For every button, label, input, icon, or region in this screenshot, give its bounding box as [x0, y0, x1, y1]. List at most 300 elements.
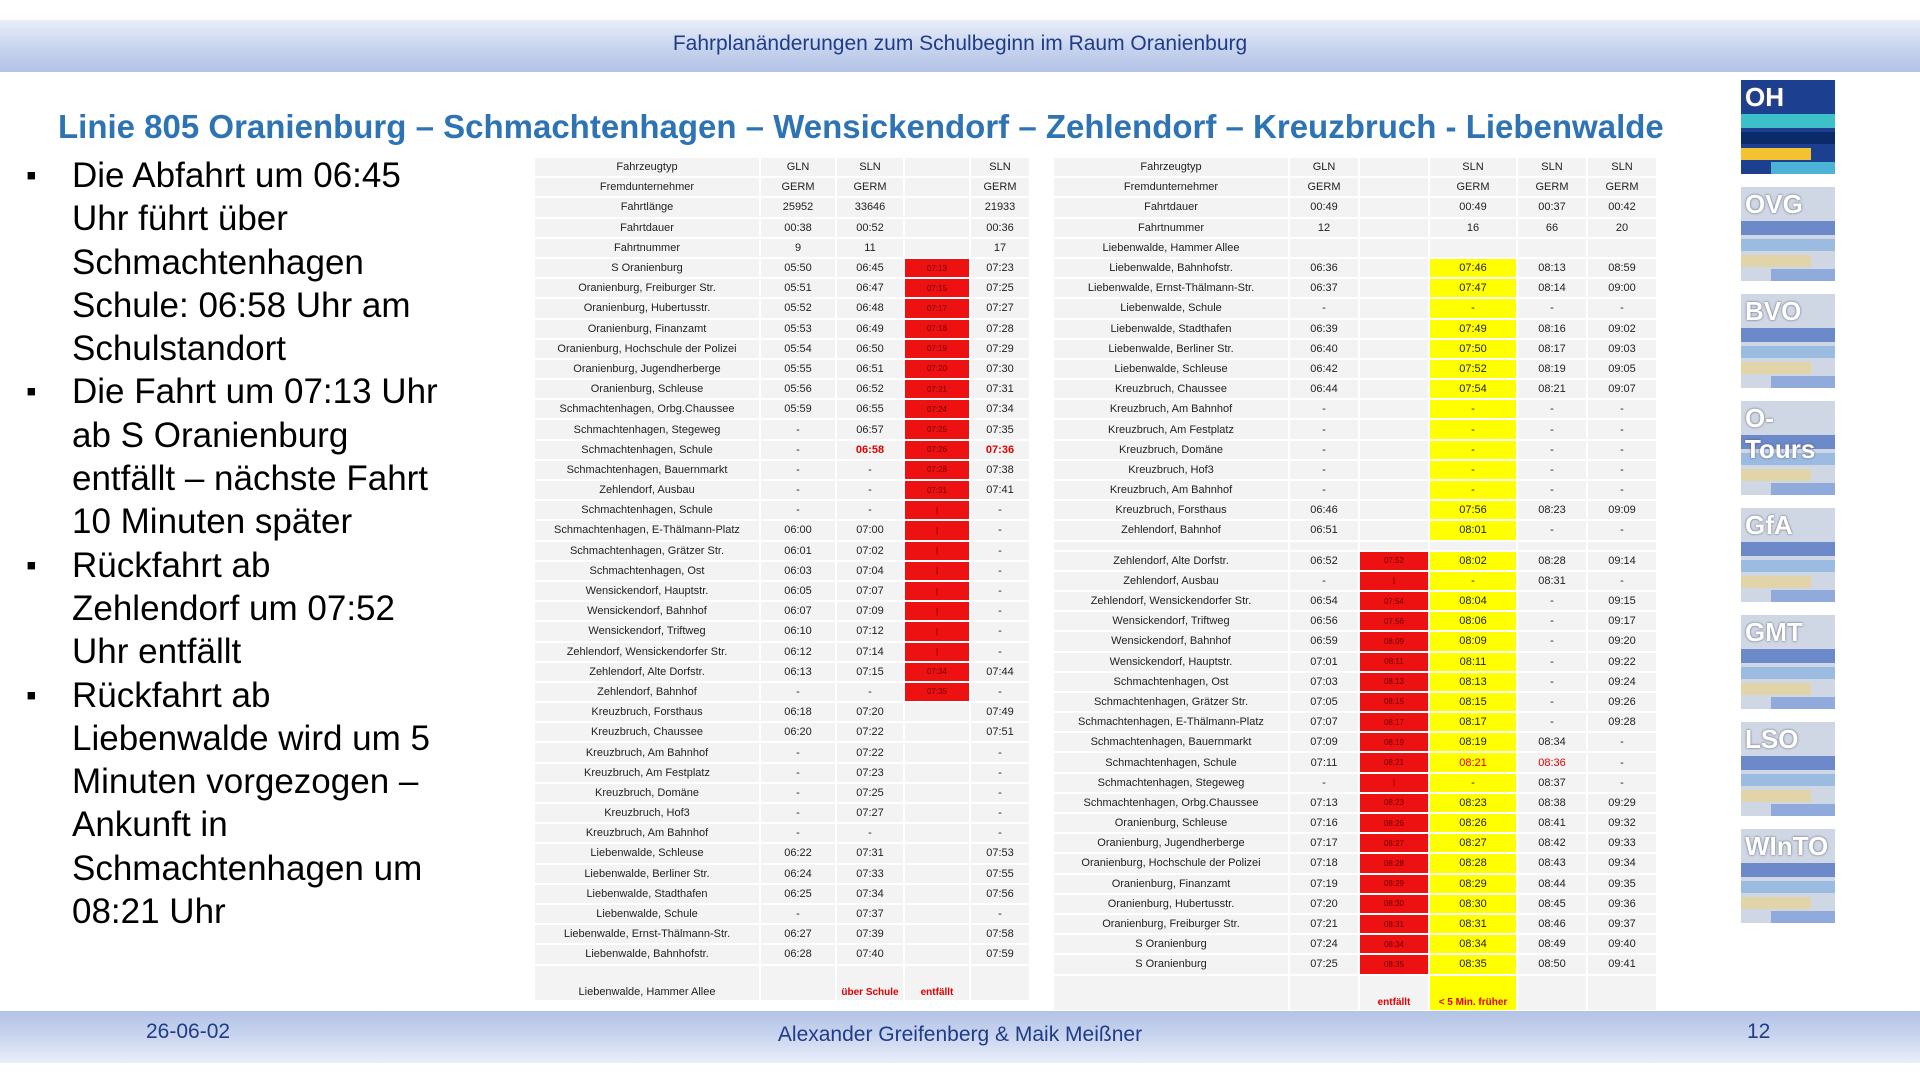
time-cell: 07:54: [1429, 379, 1517, 399]
logo-label: OH: [1745, 82, 1784, 112]
time-cell: [1359, 399, 1429, 419]
time-cell: 06:52: [1289, 551, 1359, 571]
time-cell: 07:02: [836, 541, 904, 561]
table-row: [1053, 460, 1657, 480]
time-cell: -: [1587, 440, 1657, 460]
time-cell: -: [760, 419, 836, 439]
time-cell: GLN: [760, 157, 836, 177]
stop-name-cell: Schmachtenhagen, Stegeweg: [534, 419, 760, 439]
logo-label: LSO: [1745, 724, 1799, 754]
stop-name-cell: S Oranienburg: [534, 258, 760, 278]
time-cell: 08:04: [1429, 591, 1517, 611]
time-cell: 06:39: [1289, 319, 1359, 339]
stop-name-cell: Liebenwalde, Schleuse: [534, 843, 760, 863]
table-row: [534, 904, 1030, 924]
time-cell: 09:02: [1587, 319, 1657, 339]
time-cell: SLN: [836, 157, 904, 177]
time-cell: 08:13: [1517, 258, 1587, 278]
spacer-cell: [1359, 541, 1429, 551]
time-cell: 00:52: [836, 218, 904, 238]
time-cell: |: [904, 621, 970, 641]
time-cell: 07:25: [1289, 954, 1359, 974]
time-cell: 07:26: [904, 440, 970, 460]
time-cell: 07:37: [836, 904, 904, 924]
logo-stripe: [1741, 756, 1835, 770]
time-cell: -: [836, 500, 904, 520]
time-cell: -: [760, 682, 836, 702]
table-row: [534, 944, 1030, 964]
time-cell: -: [970, 561, 1030, 581]
table-row: [534, 258, 1030, 278]
time-cell: 07:13: [904, 258, 970, 278]
table-row: [1053, 752, 1657, 772]
time-cell: 07:53: [970, 843, 1030, 863]
time-cell: 08:11: [1359, 652, 1429, 672]
time-cell: SLN: [970, 157, 1030, 177]
time-cell: GERM: [1429, 177, 1517, 197]
time-cell: 06:46: [1289, 500, 1359, 520]
table-row: [534, 541, 1030, 561]
footer-date: 26-06-02: [146, 1020, 231, 1043]
time-cell: [1359, 379, 1429, 399]
stop-name-cell: Fahrzeugtyp: [1053, 157, 1289, 177]
time-cell: -: [1429, 571, 1517, 591]
stop-name-cell: Oranienburg, Freiburger Str.: [534, 278, 760, 298]
stop-name-cell: Kreuzbruch, Hof3: [534, 803, 760, 823]
time-cell: -: [970, 642, 1030, 662]
time-cell: -: [1587, 480, 1657, 500]
time-cell: 06:58: [836, 440, 904, 460]
stop-name-cell: Schmachtenhagen, Orbg.Chaussee: [1053, 793, 1289, 813]
time-cell: 06:56: [1289, 611, 1359, 631]
time-cell: GERM: [836, 177, 904, 197]
stop-name-cell: Kreuzbruch, Am Bahnhof: [534, 742, 760, 762]
stop-name-cell: Liebenwalde, Hammer Allee: [534, 965, 760, 1001]
time-cell: -: [970, 541, 1030, 561]
table-row: [1053, 419, 1657, 439]
time-cell: 09:14: [1587, 551, 1657, 571]
time-cell: [1359, 238, 1429, 258]
stop-name-cell: Oranienburg, Schleuse: [1053, 813, 1289, 833]
time-cell: 08:29: [1359, 874, 1429, 894]
time-cell: 05:51: [760, 278, 836, 298]
logo-stripe: [1741, 362, 1811, 374]
time-cell: 06:00: [760, 520, 836, 540]
time-cell: -: [1587, 298, 1657, 318]
time-cell: 08:46: [1517, 914, 1587, 934]
time-cell: 08:28: [1517, 551, 1587, 571]
time-cell: [904, 823, 970, 843]
table-row: [1053, 773, 1657, 793]
time-cell: 08:14: [1517, 278, 1587, 298]
time-cell: -: [1517, 611, 1587, 631]
time-cell: 07:22: [836, 722, 904, 742]
time-cell: 07:38: [970, 460, 1030, 480]
table-row: [534, 500, 1030, 520]
time-cell: entfällt: [904, 965, 970, 1001]
time-cell: 08:01: [1429, 520, 1517, 540]
lso-logo: [1741, 722, 1835, 816]
time-cell: 07:55: [970, 864, 1030, 884]
time-cell: 08:30: [1359, 894, 1429, 914]
time-cell: -: [970, 601, 1030, 621]
time-cell: 07:51: [970, 722, 1030, 742]
table-row: [534, 399, 1030, 419]
time-cell: -: [1517, 712, 1587, 732]
time-cell: -: [1429, 399, 1517, 419]
time-cell: 06:28: [760, 944, 836, 964]
time-cell: [904, 944, 970, 964]
time-cell: 07:28: [970, 319, 1030, 339]
time-cell: 07:17: [904, 298, 970, 318]
time-cell: [1587, 975, 1657, 1011]
time-cell: [904, 783, 970, 803]
stop-name-cell: Fahrtnummer: [1053, 218, 1289, 238]
time-cell: -: [1587, 732, 1657, 752]
time-cell: -: [1587, 773, 1657, 793]
table-row: [1053, 631, 1657, 651]
table-row: [534, 197, 1030, 217]
time-cell: 08:37: [1517, 773, 1587, 793]
logo-stripe: [1741, 667, 1835, 679]
table-row: [1053, 692, 1657, 712]
time-cell: 08:36: [1517, 752, 1587, 772]
table-row: [534, 480, 1030, 500]
stop-name-cell: Kreuzbruch, Forsthaus: [1053, 500, 1289, 520]
time-cell: 08:06: [1429, 611, 1517, 631]
time-cell: 07:56: [1429, 500, 1517, 520]
time-cell: [1289, 975, 1359, 1011]
table-row: [1053, 874, 1657, 894]
spacer-cell: [1429, 541, 1517, 551]
table-row: [1053, 833, 1657, 853]
table-row: [1053, 339, 1657, 359]
table-row: [1053, 934, 1657, 954]
time-cell: -: [1587, 460, 1657, 480]
time-cell: -: [970, 621, 1030, 641]
time-cell: 08:11: [1429, 652, 1517, 672]
stop-name-cell: Wensickendorf, Bahnhof: [534, 601, 760, 621]
time-cell: 06:54: [1289, 591, 1359, 611]
time-cell: 08:41: [1517, 813, 1587, 833]
time-cell: [1359, 157, 1429, 177]
time-cell: 08:45: [1517, 894, 1587, 914]
time-cell: 07:40: [836, 944, 904, 964]
time-cell: -: [970, 520, 1030, 540]
time-cell: 08:28: [1359, 853, 1429, 873]
time-cell: 09:22: [1587, 652, 1657, 672]
stop-name-cell: Liebenwalde, Schule: [534, 904, 760, 924]
time-cell: 07:54: [1359, 591, 1429, 611]
time-cell: 07:50: [1429, 339, 1517, 359]
time-cell: [1359, 419, 1429, 439]
stop-name-cell: Kreuzbruch, Chaussee: [534, 722, 760, 742]
time-cell: 07:00: [836, 520, 904, 540]
time-cell: 05:59: [760, 399, 836, 419]
table-row: [534, 319, 1030, 339]
time-cell: 07:15: [904, 278, 970, 298]
time-cell: 07:52: [1429, 359, 1517, 379]
time-cell: 07:25: [836, 783, 904, 803]
time-cell: [904, 843, 970, 863]
stop-name-cell: Wensickendorf, Hauptstr.: [1053, 652, 1289, 672]
time-cell: -: [1517, 440, 1587, 460]
time-cell: 07:49: [1429, 319, 1517, 339]
time-cell: 07:27: [836, 803, 904, 823]
stop-name-cell: Wensickendorf, Triftweg: [1053, 611, 1289, 631]
time-cell: -: [970, 803, 1030, 823]
time-cell: [904, 238, 970, 258]
time-cell: 08:13: [1429, 672, 1517, 692]
stop-name-cell: Kreuzbruch, Domäne: [1053, 440, 1289, 460]
time-cell: 06:40: [1289, 339, 1359, 359]
time-cell: 08:16: [1517, 319, 1587, 339]
stop-name-cell: Liebenwalde, Bahnhofstr.: [1053, 258, 1289, 278]
logo-stripe: [1771, 376, 1835, 388]
time-cell: 07:59: [970, 944, 1030, 964]
time-cell: 07:13: [1289, 793, 1359, 813]
table-row: [534, 763, 1030, 783]
time-cell: 07:19: [904, 339, 970, 359]
time-cell: 07:15: [836, 662, 904, 682]
time-cell: 06:25: [760, 884, 836, 904]
logo-label: GMT: [1745, 617, 1803, 647]
time-cell: 08:09: [1359, 631, 1429, 651]
table-row: [534, 642, 1030, 662]
time-cell: [1359, 278, 1429, 298]
time-cell: |: [1359, 773, 1429, 793]
table-row: [1053, 258, 1657, 278]
time-cell: -: [1289, 571, 1359, 591]
time-cell: [904, 884, 970, 904]
stop-name-cell: Oranienburg, Hochschule der Polizei: [1053, 853, 1289, 873]
time-cell: über Schule: [836, 965, 904, 1001]
time-cell: 08:02: [1429, 551, 1517, 571]
slide-title: Linie 805 Oranienburg – Schmachtenhagen – Wensickendorf – Zehlendorf – Kreuzbruch - Liebenwalde: [58, 108, 1664, 145]
time-cell: 06:27: [760, 924, 836, 944]
stop-name-cell: Schmachtenhagen, Schule: [534, 500, 760, 520]
time-cell: 07:27: [970, 298, 1030, 318]
time-cell: GERM: [1517, 177, 1587, 197]
time-cell: 06:10: [760, 621, 836, 641]
time-cell: 09:29: [1587, 793, 1657, 813]
stop-name-cell: Zehlendorf, Bahnhof: [1053, 520, 1289, 540]
table-row: [1053, 611, 1657, 631]
time-cell: -: [836, 480, 904, 500]
time-cell: 08:34: [1517, 732, 1587, 752]
time-cell: 07:25: [970, 278, 1030, 298]
time-cell: 06:42: [1289, 359, 1359, 379]
time-cell: 07:34: [836, 884, 904, 904]
logo-label: BVO: [1745, 296, 1802, 326]
logo-stripe: [1741, 863, 1835, 877]
table-row: [534, 601, 1030, 621]
table-row: [1053, 853, 1657, 873]
table-row: [1053, 591, 1657, 611]
time-cell: 08:21: [1429, 752, 1517, 772]
time-cell: 08:31: [1429, 914, 1517, 934]
time-cell: [1359, 520, 1429, 540]
time-cell: 08:19: [1359, 732, 1429, 752]
time-cell: |: [904, 601, 970, 621]
time-cell: 06:13: [760, 662, 836, 682]
time-cell: [1359, 218, 1429, 238]
time-cell: 09:33: [1587, 833, 1657, 853]
time-cell: -: [970, 763, 1030, 783]
table-row: [534, 218, 1030, 238]
time-cell: 07:56: [1359, 611, 1429, 631]
time-cell: 07:23: [836, 763, 904, 783]
time-cell: [904, 177, 970, 197]
time-cell: -: [1517, 591, 1587, 611]
table-row: [534, 359, 1030, 379]
time-cell: 07:31: [836, 843, 904, 863]
stop-name-cell: Fahrtdauer: [1053, 197, 1289, 217]
table-row: [1053, 480, 1657, 500]
time-cell: 06:51: [1289, 520, 1359, 540]
table-row: [1053, 793, 1657, 813]
time-cell: 09:35: [1587, 874, 1657, 894]
table-row: [534, 682, 1030, 702]
time-cell: 07:49: [970, 702, 1030, 722]
table-row: [1053, 975, 1657, 1011]
stop-name-cell: Oranienburg, Schleuse: [534, 379, 760, 399]
time-cell: 66: [1517, 218, 1587, 238]
time-cell: 09:15: [1587, 591, 1657, 611]
time-cell: -: [1517, 652, 1587, 672]
logo-stripe: [1741, 649, 1835, 663]
time-cell: SLN: [1517, 157, 1587, 177]
table-row: [1053, 571, 1657, 591]
time-cell: [1359, 359, 1429, 379]
time-cell: 09:00: [1587, 278, 1657, 298]
time-cell: 08:34: [1359, 934, 1429, 954]
stop-name-cell: Schmachtenhagen, E-Thälmann-Platz: [1053, 712, 1289, 732]
time-cell: GLN: [1289, 157, 1359, 177]
bullet-list: [24, 154, 444, 933]
timetable-return: [1052, 156, 1658, 1012]
time-cell: -: [760, 480, 836, 500]
time-cell: 06:22: [760, 843, 836, 863]
time-cell: 07:34: [970, 399, 1030, 419]
gmt-logo: [1741, 615, 1835, 709]
time-cell: 07:09: [1289, 732, 1359, 752]
stop-name-cell: Schmachtenhagen, Orbg.Chaussee: [534, 399, 760, 419]
table-row: [534, 823, 1030, 843]
time-cell: 00:37: [1517, 197, 1587, 217]
time-cell: 07:35: [904, 682, 970, 702]
time-cell: 06:37: [1289, 278, 1359, 298]
stop-name-cell: Schmachtenhagen, Bauernmarkt: [1053, 732, 1289, 752]
time-cell: 08:23: [1517, 500, 1587, 520]
table-row: [534, 702, 1030, 722]
time-cell: 06:49: [836, 319, 904, 339]
time-cell: 08:38: [1517, 793, 1587, 813]
stop-name-cell: Liebenwalde, Berliner Str.: [534, 864, 760, 884]
logo-stripe: [1741, 255, 1811, 267]
time-cell: 07:35: [970, 419, 1030, 439]
logo-stripe: [1741, 114, 1835, 128]
time-cell: SLN: [1429, 157, 1517, 177]
stop-name-cell: Kreuzbruch, Am Bahnhof: [1053, 399, 1289, 419]
stop-name-cell: Oranienburg, Finanzamt: [534, 319, 760, 339]
time-cell: 09:37: [1587, 914, 1657, 934]
table-row: [1053, 954, 1657, 974]
time-cell: |: [904, 561, 970, 581]
time-cell: -: [760, 823, 836, 843]
time-cell: [1359, 197, 1429, 217]
time-cell: -: [1429, 480, 1517, 500]
logo-stripe: [1771, 697, 1835, 709]
stop-name-cell: Kreuzbruch, Hof3: [1053, 460, 1289, 480]
time-cell: |: [904, 520, 970, 540]
time-cell: 00:42: [1587, 197, 1657, 217]
time-cell: 05:56: [760, 379, 836, 399]
time-cell: 09:24: [1587, 672, 1657, 692]
time-cell: 08:17: [1359, 712, 1429, 732]
time-cell: 05:50: [760, 258, 836, 278]
time-cell: 33646: [836, 197, 904, 217]
time-cell: 09:03: [1587, 339, 1657, 359]
page-number: 12: [1747, 1020, 1771, 1043]
table-row: [1053, 914, 1657, 934]
time-cell: 07:29: [970, 339, 1030, 359]
table-row: [1053, 894, 1657, 914]
stop-name-cell: Liebenwalde, Stadthafen: [1053, 319, 1289, 339]
time-cell: 06:44: [1289, 379, 1359, 399]
time-cell: [1359, 480, 1429, 500]
time-cell: 07:16: [1289, 813, 1359, 833]
logo-stripe: [1771, 590, 1835, 602]
time-cell: 08:30: [1429, 894, 1517, 914]
time-cell: 07:20: [1289, 894, 1359, 914]
time-cell: entfällt: [1359, 975, 1429, 1011]
time-cell: [1359, 177, 1429, 197]
time-cell: 08:59: [1587, 258, 1657, 278]
table-row: [1053, 238, 1657, 258]
time-cell: 06:36: [1289, 258, 1359, 278]
logo-stripe: [1741, 560, 1835, 572]
time-cell: 06:47: [836, 278, 904, 298]
stop-name-cell: Liebenwalde, Hammer Allee: [1053, 238, 1289, 258]
table-row: [534, 924, 1030, 944]
bullet-item: ▪ Die Abfahrt um 06:45 Uhr führt über Schmachtenhagen Schule: 06:58 Uhr am Schulstandort: [24, 154, 444, 370]
time-cell: [1359, 460, 1429, 480]
time-cell: -: [1429, 773, 1517, 793]
stop-name-cell: Fahrtdauer: [534, 218, 760, 238]
time-cell: 06:55: [836, 399, 904, 419]
time-cell: 07:09: [836, 601, 904, 621]
time-cell: 12: [1289, 218, 1359, 238]
table-row: [534, 621, 1030, 641]
stop-name-cell: Zehlendorf, Alte Dorfstr.: [534, 662, 760, 682]
stop-name-cell: Kreuzbruch, Am Bahnhof: [534, 823, 760, 843]
time-cell: [904, 864, 970, 884]
logo-stripe: [1741, 132, 1835, 144]
stop-name-cell: Zehlendorf, Wensickendorfer Str.: [534, 642, 760, 662]
time-cell: 09:28: [1587, 712, 1657, 732]
spacer-row: [1053, 541, 1657, 551]
time-cell: 08:09: [1429, 631, 1517, 651]
table-row: [534, 419, 1030, 439]
time-cell: 09:34: [1587, 853, 1657, 873]
spacer-cell: [1517, 541, 1587, 551]
stop-name-cell: Liebenwalde, Ernst-Thälmann-Str.: [534, 924, 760, 944]
winto-logo: [1741, 829, 1835, 923]
header-title: Fahrplanänderungen zum Schulbeginn im Raum Oranienburg: [672, 32, 1248, 55]
logo-stripe: [1741, 346, 1835, 358]
stop-name-cell: Oranienburg, Freiburger Str.: [1053, 914, 1289, 934]
